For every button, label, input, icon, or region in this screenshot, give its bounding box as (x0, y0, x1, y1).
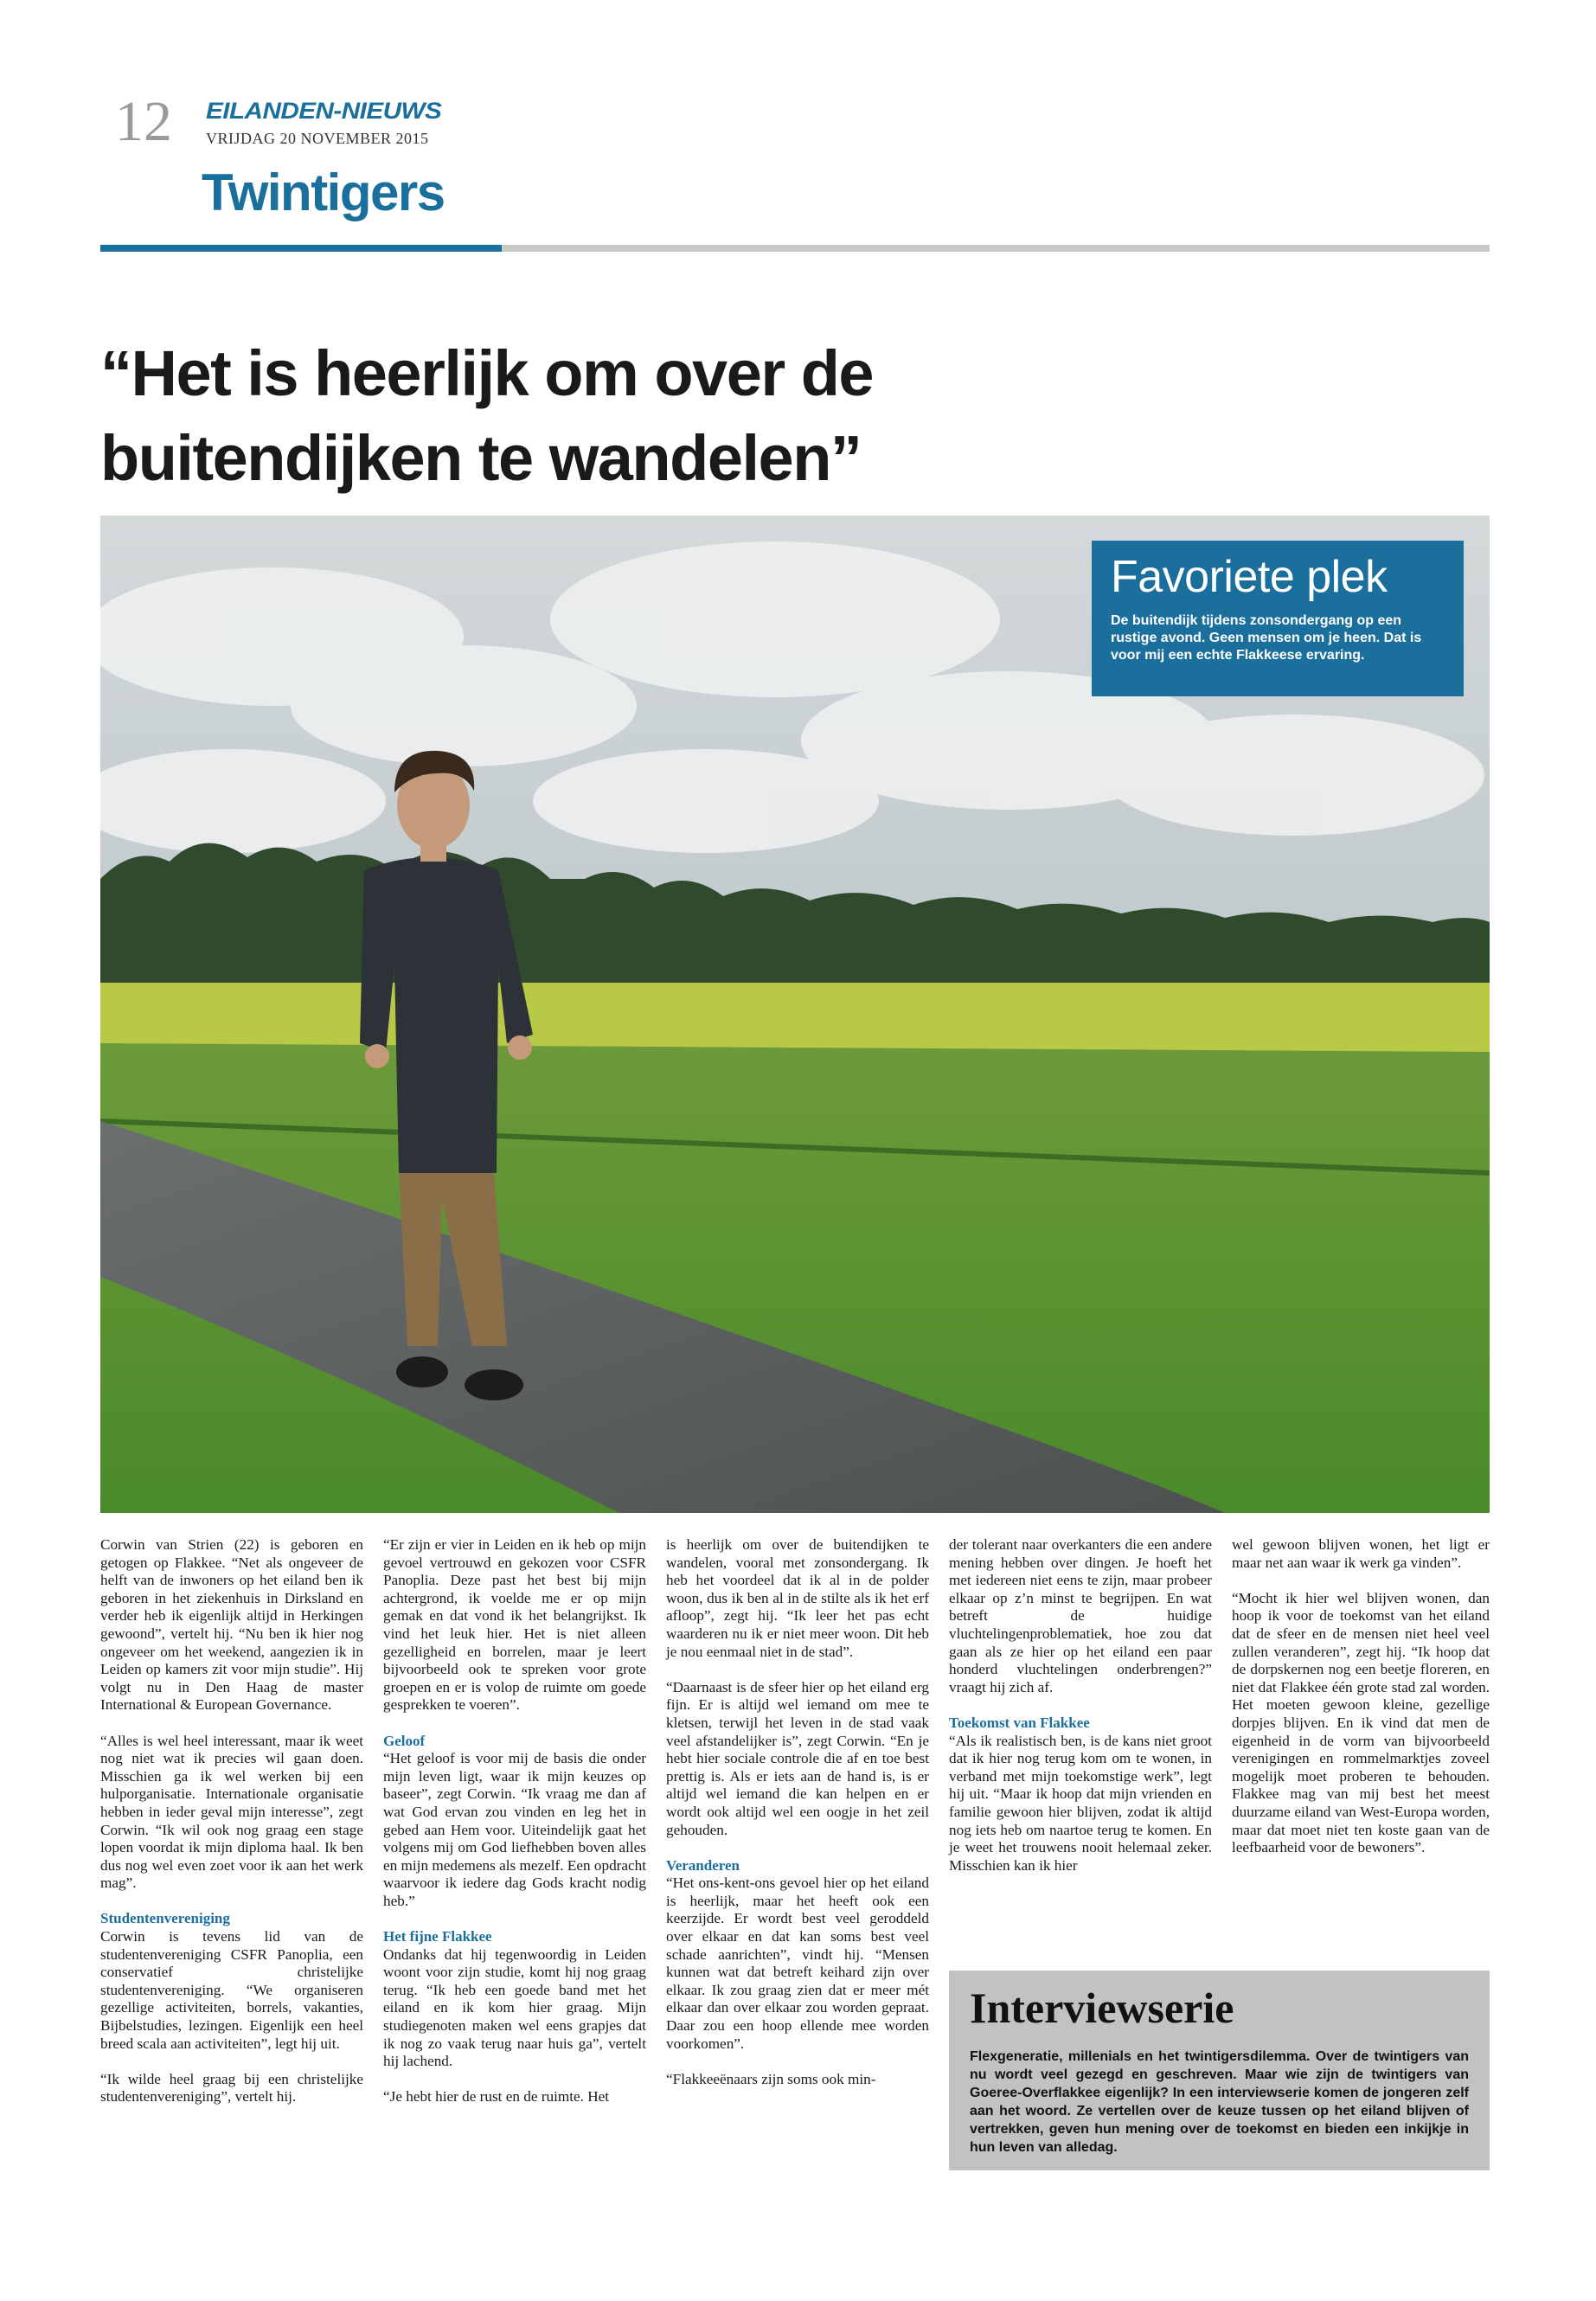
favorite-spot-text: De buitendijk tijdens zonsondergang op een rustige avond. Geen mensen om je heen. Dat is voor mij een echte Flakkeese ervaring. (1111, 613, 1422, 663)
article-column-1 (100, 1536, 363, 2125)
paragraph: wel gewoon blijven wonen, het ligt er maar net aan waar ik werk ga vinden”. (1232, 1536, 1490, 1571)
favorite-spot-box (1092, 541, 1464, 696)
paragraph: “Als ik realistisch ben, is de kans niet groot dat ik hier nog terug kom om te wonen, in verband met mijn toekomstige werk”, legt hij uit. “Maar ik hoop dat mijn vrienden en familie gewoon hier blijven, zodat ik altijd nog iets heb om naartoe terug te komen. En je weet het trouwens nooit helemaal zeker. Misschien kan ik hier (949, 1732, 1212, 1874)
paragraph: “Daarnaast is de sfeer hier op het eiland erg fijn. Er is altijd wel iemand om mee te kletsen, terwijl het leven in de stad vaak veel afstandelijker is”, zegt Corwin. “En je hebt hier sociale controle die af en toe best prettig is. Als er iets aan de hand is, is er altijd wel iemand die kan helpen en er wordt ook altijd wel een oogje in het zeil gehouden. (666, 1678, 929, 1838)
article-column-3 (666, 1536, 929, 2106)
subheading: Studentenvereniging (100, 1910, 230, 1927)
paragraph: der tolerant naar overkanters die een andere mening hebben over dingen. Je hoeft het met iedereen niet eens te zijn, maar probeer elkaar op z’n minst te begrijpen. En wat betreft de huidige vluchtelingenproblematiek, hoe zou dat gaan als ze hier op het eiland een paar honderd vluchtelingen onderbrengen?” vraagt hij zich af. (949, 1536, 1212, 1695)
headline-line-2: buitendijken te wandelen” (100, 422, 862, 494)
header-rule-accent (100, 245, 502, 252)
article-headline (100, 331, 1138, 501)
paragraph: “Flakkeeënaars zijn soms ook min- (666, 2070, 876, 2087)
paragraph: Corwin van Strien (22) is geboren en getogen op Flakkee. “Net als ongeveer de helft van de inwoners op het eiland ben ik geboren in het ziekenhuis in Dirksland en verder heb ik eigenlijk altijd in Herkingen gewoond”, vertelt hij. “Nu ben ik hier nog ongeveer om het weekend, aangezien ik in Leiden op kamers zit voor mijn studie”. Hij volgt nu in Den Haag de master International & European Governance. (100, 1536, 363, 1714)
subheading: Het fijne Flakkee (383, 1928, 492, 1945)
paragraph: “Je hebt hier de rust en de ruimte. Het (383, 2088, 610, 2106)
dateline: VRIJDAG 20 NOVEMBER 2015 (206, 130, 429, 147)
interview-series-box (949, 1971, 1490, 2170)
paragraph: “Er zijn er vier in Leiden en ik heb op mijn gevoel vertrouwd en gekozen voor CSFR Panoplia. Deze past het best bij mijn achtergrond, ik voelde me er op mijn gemak en dat vond ik het belangrijkst. Ik vind het leuk hier. Het is niet alleen gezelligheid en borrelen, maar je leert bijvoorbeeld ook te spreken voor grote groepen en er is volop de ruimte om goede gesprekken te voeren”. (383, 1536, 646, 1714)
article-column-5 (1232, 1536, 1490, 1875)
masthead-logo: EILANDEN-NIEUWS (206, 98, 442, 124)
paragraph: “Het geloof is voor mij de basis die onder mijn leven ligt, waar ik mijn keuzes op baseer”, zegt Corwin. “Ik vraag me dan af wat God ervan zou vinden en leg het in gebed aan Hem voor. Uiteindelijk gaat het volgens mij om God liefhebben boven alles en mijn medemens als mezelf. Een opdracht waarvoor ik iedere dag Gods kracht nodig heb.” (383, 1750, 647, 1909)
page-number: 12 (115, 90, 172, 153)
paragraph: “Mocht ik hier wel blijven wonen, dan hoop ik voor de toekomst van het eiland dat de sfeer en de mensen niet heel veel zullen veranderen”, zegt hij. “Ik hoop dat de dorpskernen nog een beetje floreren, en niet dat Flakkee één grote stad zal worden. Het moeten gewoon kleine, gezellige dorpjes blijven. En ik vind dat men de eigenheid in de vorm van bijvoorbeeld verenigingen en rommelmarktjes zoveel mogelijk moet proberen te behouden. Flakkee mag van mij best het meest duurzame eiland van West-Europa worden, maar dat moet niet ten koste gaan van de leefbaarheid voor de bewoners”. (1232, 1589, 1490, 1856)
subheading: Geloof (383, 1732, 426, 1749)
interview-series-title: Interviewserie (970, 1984, 1234, 2032)
subheading: Toekomst van Flakkee (949, 1714, 1090, 1731)
headline-line-1: “Het is heerlijk om over de (100, 337, 874, 409)
interview-series-text: Flexgeneratie, millenials en het twintigersdilemma. Over de twintigers van nu wordt veel gezegd en geschreven. Maar wie zijn de twintigers van Goeree-Overflakkee eigenlijk? In een interviewserie komen de jongeren zelf aan het woord. Ze vertellen over de keuze tussen op het eiland blijven of vertrekken, geven hun mening over de toekomst en bieden een inkijkje in hun leven van alledag. (970, 2049, 1469, 2155)
paragraph: Ondanks dat hij tegenwoordig in Leiden woont voor zijn studie, komt hij nog graag terug. “Ik heb een goede band met het eiland en ik kom hier graag. Mijn studiegenoten maken wel eens grapjes dat ik nog zo vaak terug naar huis ga”, vertelt hij lachend. (383, 1945, 646, 2070)
paragraph: Corwin is tevens lid van de studentenvereniging CSFR Panoplia, een conservatief christelijke studentenvereniging. “We organiseren gezellige activiteiten, borrels, vakanties, Bijbelstudies, lezingen. Eigenlijk een heel breed scala aan activiteiten”, legt hij uit. (100, 1928, 363, 2052)
paragraph: “Ik wilde heel graag bij een christelijke studentenvereniging”, vertelt hij. (100, 2070, 363, 2106)
paragraph: “Alles is wel heel interessant, maar ik weet nog niet wat ik precies wil gaan doen. Misschien ga ik wel werken bij een hulporganisatie. Internationale organisatie hebben in ieder geval mijn interesse”, zegt Corwin. “Ik wil ook nog graag een stage lopen voordat ik mijn diploma haal. Ik ben dus nog wel even zoet voor ik aan het werk mag”. (100, 1732, 363, 1892)
subheading: Veranderen (666, 1856, 740, 1874)
article-column-4 (949, 1536, 1212, 1893)
paragraph: “Het ons-kent-ons gevoel hier op het eiland is heerlijk, maar het heeft ook een keerzijde. Er wordt best veel geroddeld over elkaar en dat kan soms best veel schade aanrichten”, vindt hij. “Mensen kunnen wat dat betreft keihard zijn over elkaar. Ik zou graag zien dat er meer mét elkaar dan over elkaar zou worden gepraat. Daar zou een hoop ellende mee worden voorkomen”. (666, 1875, 929, 2052)
paragraph: is heerlijk om over de buitendijken te wandelen, vooral met zonsondergang. Ik heb het voordeel dat ik al in de polder woon, dus ik ben al in de stilte als ik het erf afloop”, zegt hij. “Ik leer het pas echt waarderen nu ik er niet meer woon. Dit heb je nou eenmaal niet in de stad”. (666, 1536, 929, 1660)
section-title: Twintigers (202, 163, 445, 221)
article-column-2 (383, 1536, 646, 2125)
favorite-spot-title: Favoriete plek (1111, 552, 1388, 602)
